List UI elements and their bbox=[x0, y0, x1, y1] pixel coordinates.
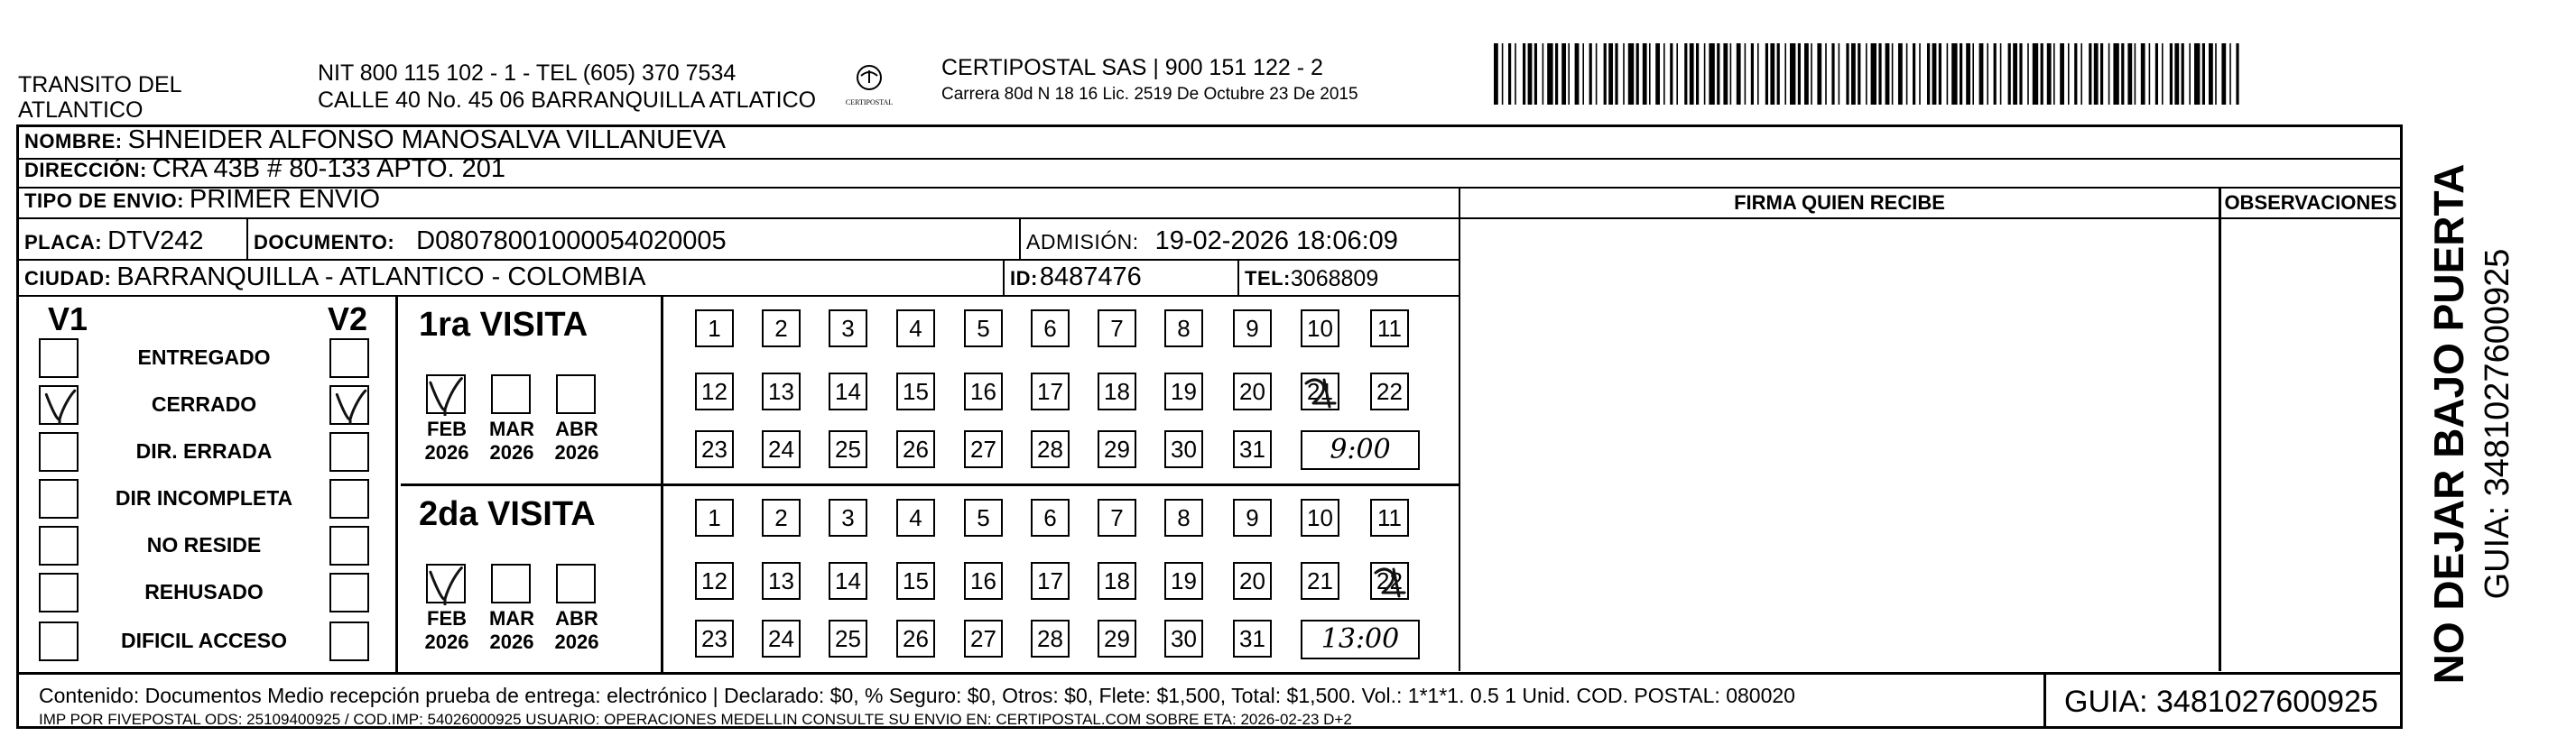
second-visit-block bbox=[401, 486, 1459, 672]
day-strike-mark bbox=[1370, 562, 1412, 602]
handwritten-time-box[interactable] bbox=[1301, 430, 1420, 470]
ciudad-label: CIUDAD: bbox=[24, 267, 112, 290]
day-box-25[interactable]: 25 bbox=[829, 620, 867, 658]
handwritten-time-box[interactable] bbox=[1301, 620, 1420, 659]
nombre-field bbox=[19, 127, 731, 158]
month-year: 2026 bbox=[424, 631, 469, 653]
day-box-4[interactable]: 4 bbox=[896, 309, 935, 347]
barcode bbox=[1494, 43, 2239, 105]
status-row bbox=[19, 569, 398, 616]
month-name: MAR bbox=[488, 607, 535, 630]
day-box-2[interactable]: 2 bbox=[762, 309, 801, 347]
month-year: 2026 bbox=[424, 441, 469, 464]
day-box-30[interactable]: 30 bbox=[1164, 620, 1203, 658]
v2-checkbox[interactable] bbox=[329, 573, 369, 612]
month-year: 2026 bbox=[554, 441, 599, 464]
first-visit-title: 1ra VISITA bbox=[419, 306, 588, 344]
nit-line-2: CALLE 40 No. 45 06 BARRANQUILLA ATLATICO bbox=[318, 87, 817, 113]
sender-org bbox=[18, 72, 289, 123]
month-checkbox[interactable] bbox=[556, 374, 596, 414]
id-label: ID: bbox=[1010, 267, 1038, 290]
day-box-22[interactable]: 22 bbox=[1370, 562, 1409, 600]
day-box-28[interactable]: 28 bbox=[1031, 620, 1070, 658]
day-box-4[interactable]: 4 bbox=[896, 499, 935, 537]
shipping-form bbox=[16, 124, 2403, 729]
day-box-13[interactable]: 13 bbox=[762, 373, 801, 410]
month-label bbox=[482, 607, 542, 654]
day-box-3[interactable]: 3 bbox=[829, 499, 867, 537]
day-box-27[interactable]: 27 bbox=[964, 430, 1003, 468]
admision-value: 19-02-2026 18:06:09 bbox=[1154, 226, 1398, 255]
tipo-field bbox=[19, 185, 385, 217]
month-name: FEB bbox=[427, 607, 467, 630]
documento-value: D08078001000054020005 bbox=[416, 226, 727, 255]
status-label: DIR INCOMPLETA bbox=[115, 486, 293, 510]
carrier-line-1: CERTIPOSTAL SAS | 900 151 122 - 2 bbox=[941, 55, 1323, 80]
side-guide-number: GUIA: 3481027600925 bbox=[2479, 248, 2516, 600]
month-checkbox[interactable] bbox=[556, 564, 596, 603]
month-name: ABR bbox=[555, 418, 598, 440]
day-box-18[interactable]: 18 bbox=[1098, 373, 1136, 410]
month-check-mark bbox=[424, 564, 466, 605]
status-label: CERRADO bbox=[151, 392, 257, 416]
month-label bbox=[482, 418, 542, 465]
day-box-17[interactable]: 17 bbox=[1031, 562, 1070, 600]
status-row bbox=[19, 382, 398, 428]
day-box-16[interactable]: 16 bbox=[964, 373, 1003, 410]
day-box-17[interactable]: 17 bbox=[1031, 373, 1070, 410]
v1-header: V1 bbox=[48, 300, 88, 337]
month-checkbox[interactable] bbox=[491, 564, 531, 603]
day-box-2[interactable]: 2 bbox=[762, 499, 801, 537]
print-info-line: IMP POR FIVEPOSTAL ODS: 25109400925 / COD.IMP: 54026000925 USUARIO: OPERACIONES MEDELLIN CONSULTE SU ENVIO EN: CERTIPOSTAL.COM SOBRE ETA: 2026-02-23 D+2 bbox=[39, 711, 1352, 728]
day-box-27[interactable]: 27 bbox=[964, 620, 1003, 658]
tel-field bbox=[1239, 261, 1459, 295]
first-visit-block bbox=[401, 297, 1459, 486]
day-box-25[interactable]: 25 bbox=[829, 430, 867, 468]
status-row bbox=[19, 335, 398, 382]
v1-checkbox[interactable] bbox=[39, 526, 79, 566]
month-check-mark bbox=[424, 374, 466, 416]
day-box-16[interactable]: 16 bbox=[964, 562, 1003, 600]
placa-field bbox=[19, 219, 248, 259]
v1-check-mark bbox=[41, 387, 79, 425]
day-box-10[interactable]: 10 bbox=[1301, 499, 1339, 537]
day-box-23[interactable]: 23 bbox=[695, 430, 734, 468]
nombre-label: NOMBRE: bbox=[24, 130, 123, 152]
v1-checkbox[interactable] bbox=[39, 432, 79, 472]
direccion-value: CRA 43B # 80-133 APTO. 201 bbox=[152, 154, 505, 183]
observations-area[interactable] bbox=[2221, 219, 2400, 670]
status-row bbox=[19, 618, 398, 665]
v2-check-mark bbox=[331, 387, 369, 425]
month-name: ABR bbox=[555, 607, 598, 630]
placa-label: PLACA: bbox=[24, 231, 103, 253]
tipo-value: PRIMER ENVIO bbox=[189, 185, 381, 214]
day-box-21[interactable]: 21 bbox=[1301, 373, 1339, 410]
day-box-30[interactable]: 30 bbox=[1164, 430, 1203, 468]
logo-caption: CERTIPOSTAL bbox=[845, 98, 894, 106]
day-box-28[interactable]: 28 bbox=[1031, 430, 1070, 468]
day-box-8[interactable]: 8 bbox=[1164, 309, 1203, 347]
v2-checkbox[interactable] bbox=[329, 479, 369, 519]
day-box-9[interactable]: 9 bbox=[1233, 499, 1272, 537]
day-box-6[interactable]: 6 bbox=[1031, 499, 1070, 537]
day-box-31[interactable]: 31 bbox=[1233, 430, 1272, 468]
second-visit-title: 2da VISITA bbox=[419, 495, 596, 533]
status-label: NO RESIDE bbox=[146, 533, 262, 557]
delivery-status-panel bbox=[19, 297, 398, 672]
status-label: ENTREGADO bbox=[137, 345, 271, 369]
month-name: FEB bbox=[427, 418, 467, 440]
carrier-block bbox=[941, 54, 1358, 108]
day-box-3[interactable]: 3 bbox=[829, 309, 867, 347]
nombre-value: SHNEIDER ALFONSO MANOSALVA VILLANUEVA bbox=[127, 125, 726, 154]
day-box-23[interactable]: 23 bbox=[695, 620, 734, 658]
tel-label: TEL: bbox=[1245, 267, 1291, 290]
row-ciudad bbox=[19, 261, 1459, 297]
day-box-20[interactable]: 20 bbox=[1233, 562, 1272, 600]
day-box-5[interactable]: 5 bbox=[964, 309, 1003, 347]
day-box-11[interactable]: 11 bbox=[1370, 309, 1409, 347]
v2-checkbox[interactable] bbox=[329, 432, 369, 472]
day-box-29[interactable]: 29 bbox=[1098, 620, 1136, 658]
day-box-19[interactable]: 19 bbox=[1164, 373, 1203, 410]
month-label bbox=[547, 607, 607, 654]
documento-field bbox=[248, 219, 1021, 259]
month-year: 2026 bbox=[489, 441, 534, 464]
day-box-11[interactable]: 11 bbox=[1370, 499, 1409, 537]
month-checkbox[interactable] bbox=[491, 374, 531, 414]
month-label bbox=[417, 607, 477, 654]
v2-checkbox[interactable] bbox=[329, 526, 369, 566]
do-not-leave-under-door: NO DEJAR BAJO PUERTA bbox=[2425, 163, 2472, 685]
v2-checkbox[interactable] bbox=[329, 621, 369, 661]
status-row bbox=[19, 428, 398, 475]
row-placa bbox=[19, 219, 1459, 261]
day-box-20[interactable]: 20 bbox=[1233, 373, 1272, 410]
v1-checkbox[interactable] bbox=[39, 479, 79, 519]
day-box-24[interactable]: 24 bbox=[762, 620, 801, 658]
day-box-18[interactable]: 18 bbox=[1098, 562, 1136, 600]
direccion-field bbox=[19, 154, 511, 187]
v2-checkbox[interactable] bbox=[329, 338, 369, 378]
signature-column bbox=[1459, 187, 2219, 671]
signature-header: FIRMA QUIEN RECIBE bbox=[1460, 189, 2219, 219]
v1-checkbox[interactable] bbox=[39, 338, 79, 378]
side-notice bbox=[2415, 126, 2569, 722]
day-box-31[interactable]: 31 bbox=[1233, 620, 1272, 658]
handwritten-time: 13:00 bbox=[1320, 623, 1400, 655]
status-label: DIR. ERRADA bbox=[135, 439, 273, 463]
header bbox=[0, 0, 2576, 135]
footer bbox=[19, 672, 2400, 729]
sender-nit-block bbox=[318, 60, 816, 114]
id-field bbox=[1005, 261, 1239, 295]
v1-checkbox[interactable] bbox=[39, 621, 79, 661]
admision-field bbox=[1021, 219, 1459, 259]
month-year: 2026 bbox=[554, 631, 599, 653]
day-box-6[interactable]: 6 bbox=[1031, 309, 1070, 347]
signature-area[interactable] bbox=[1460, 219, 2219, 670]
day-box-7[interactable]: 7 bbox=[1098, 309, 1136, 347]
day-box-7[interactable]: 7 bbox=[1098, 499, 1136, 537]
day-box-12[interactable]: 12 bbox=[695, 562, 734, 600]
id-value: 8487476 bbox=[1039, 262, 1142, 291]
observations-column bbox=[2219, 187, 2400, 671]
tipo-label: TIPO DE ENVIO: bbox=[24, 189, 184, 212]
status-label: REHUSADO bbox=[144, 580, 264, 603]
v1-checkbox[interactable] bbox=[39, 573, 79, 612]
day-box-22[interactable]: 22 bbox=[1370, 373, 1409, 410]
v2-header: V2 bbox=[328, 300, 368, 337]
placa-value: DTV242 bbox=[107, 226, 204, 255]
day-box-15[interactable]: 15 bbox=[896, 373, 935, 410]
day-box-24[interactable]: 24 bbox=[762, 430, 801, 468]
day-box-1[interactable]: 1 bbox=[695, 309, 734, 347]
handwritten-time: 9:00 bbox=[1330, 434, 1391, 465]
day-box-26[interactable]: 26 bbox=[896, 620, 935, 658]
day-box-1[interactable]: 1 bbox=[695, 499, 734, 537]
day-box-9[interactable]: 9 bbox=[1233, 309, 1272, 347]
day-box-8[interactable]: 8 bbox=[1164, 499, 1203, 537]
org-line-2: ATLANTICO bbox=[18, 97, 144, 123]
day-box-12[interactable]: 12 bbox=[695, 373, 734, 410]
row-tipo bbox=[19, 185, 1459, 219]
month-name: MAR bbox=[488, 418, 535, 440]
day-box-13[interactable]: 13 bbox=[762, 562, 801, 600]
day-box-29[interactable]: 29 bbox=[1098, 430, 1136, 468]
day-box-21[interactable]: 21 bbox=[1301, 562, 1339, 600]
day-box-14[interactable]: 14 bbox=[829, 562, 867, 600]
direccion-label: DIRECCIÓN: bbox=[24, 159, 147, 181]
day-box-14[interactable]: 14 bbox=[829, 373, 867, 410]
visit-divider bbox=[661, 297, 663, 483]
documento-label: DOCUMENTO: bbox=[254, 231, 395, 253]
month-year: 2026 bbox=[489, 631, 534, 653]
tel-value: 3068809 bbox=[1290, 266, 1379, 291]
contents-line: Contenido: Documentos Medio recepción prueba de entrega: electrónico | Declarado: $0, % Seguro: $0, Otros: $0, Flete: $1,500, Total: $1,500. Vol.: 1*1*1. 0.5 1 Unid. COD. POSTAL: 080020 bbox=[39, 684, 1795, 707]
day-box-10[interactable]: 10 bbox=[1301, 309, 1339, 347]
ciudad-value: BARRANQUILLA - ATLANTICO - COLOMBIA bbox=[116, 262, 646, 291]
org-line-1: TRANSITO DEL bbox=[18, 72, 182, 97]
admision-label: ADMISIÓN: bbox=[1026, 230, 1139, 253]
status-row bbox=[19, 522, 398, 569]
day-box-5[interactable]: 5 bbox=[964, 499, 1003, 537]
ciudad-field bbox=[19, 261, 1005, 295]
month-label bbox=[547, 418, 607, 465]
visit-divider bbox=[661, 486, 663, 672]
status-label: DIFICIL ACCESO bbox=[120, 629, 287, 652]
month-label bbox=[417, 418, 477, 465]
certipostal-logo bbox=[839, 61, 899, 108]
day-box-19[interactable]: 19 bbox=[1164, 562, 1203, 600]
day-box-26[interactable]: 26 bbox=[896, 430, 935, 468]
day-strike-mark bbox=[1301, 373, 1342, 412]
nit-line-1: NIT 800 115 102 - 1 - TEL (605) 370 7534 bbox=[318, 60, 737, 86]
day-box-15[interactable]: 15 bbox=[896, 562, 935, 600]
status-row bbox=[19, 475, 398, 522]
observations-header: OBSERVACIONES bbox=[2221, 189, 2400, 219]
guide-number: GUIA: 3481027600925 bbox=[2043, 675, 2400, 729]
carrier-line-2: Carrera 80d N 18 16 Lic. 2519 De Octubre 23 De 2015 bbox=[941, 85, 1358, 104]
